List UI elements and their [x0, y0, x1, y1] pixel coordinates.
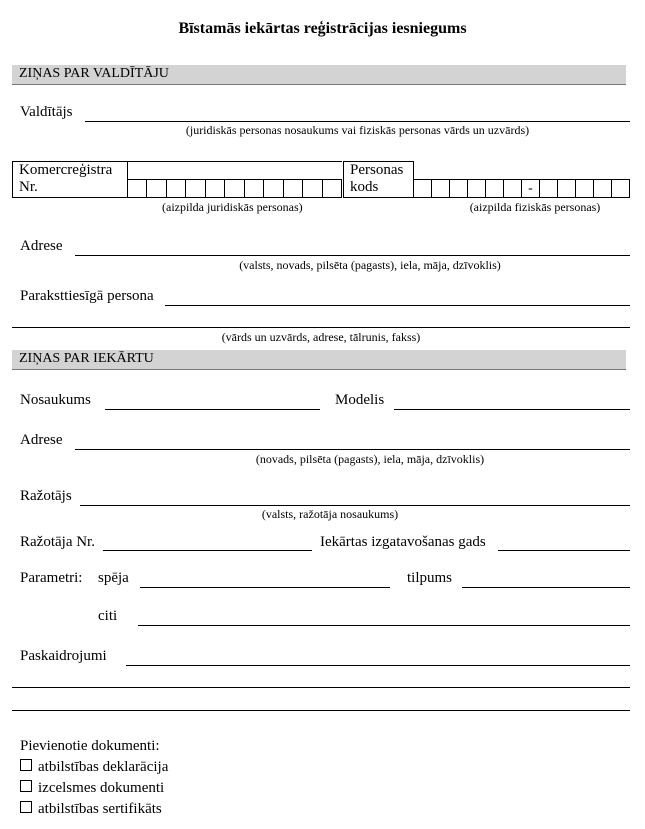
other-params-input-line[interactable] — [138, 625, 630, 626]
equipment-section-heading: ZIŅAS PAR IEKĀRTU — [19, 351, 154, 366]
reg-number-label-line1: Komercreģistra — [19, 162, 113, 178]
reg-number-top-border — [127, 161, 342, 162]
capacity-label: spēja — [98, 570, 129, 586]
manufacturer-hint: (valsts, ražotāja nosaukums) — [261, 507, 399, 521]
owner-address-input-line[interactable] — [75, 255, 630, 256]
reg-number-hint: (aizpilda juridiskās personas) — [162, 200, 303, 214]
owner-address-label: Adrese — [20, 238, 63, 254]
signatory-label: Paraksttiesīgā persona — [20, 288, 154, 304]
document-item-label: atbilstības deklarācija — [38, 759, 169, 775]
person-code-separator: - — [522, 180, 540, 198]
checkbox[interactable] — [20, 780, 32, 792]
parameters-label: Parametri: — [20, 570, 83, 586]
signatory-input-line-2[interactable] — [12, 327, 630, 328]
reg-number-cell[interactable] — [264, 180, 283, 198]
person-code-cell[interactable] — [594, 180, 612, 198]
person-code-cell[interactable] — [468, 180, 486, 198]
volume-label: tilpums — [407, 570, 453, 586]
checkbox[interactable] — [20, 759, 32, 771]
reg-number-cell[interactable] — [186, 180, 205, 198]
reg-number-label-box — [12, 161, 128, 198]
reg-number-cell[interactable] — [244, 180, 263, 198]
manufacturer-label: Ražotājs — [20, 488, 72, 504]
documents-heading: Pievienotie dokumenti: — [20, 738, 160, 754]
notes-input-line-2[interactable] — [12, 687, 630, 688]
person-code-cell[interactable] — [558, 180, 576, 198]
person-code-cell[interactable] — [540, 180, 558, 198]
signatory-input-line[interactable] — [165, 305, 630, 306]
person-code-cell[interactable] — [486, 180, 504, 198]
equipment-name-label: Nosaukums — [20, 392, 91, 408]
person-code-cell[interactable] — [612, 180, 630, 198]
other-params-label: citi — [98, 608, 118, 624]
manufacturer-number-input-line[interactable] — [103, 550, 312, 551]
document-item-label: izcelsmes dokumenti — [38, 780, 165, 796]
equipment-model-label: Modelis — [335, 392, 385, 408]
notes-label: Paskaidrojumi — [20, 648, 107, 664]
person-code-cell[interactable] — [432, 180, 450, 198]
person-code-hint: (aizpilda fiziskās personas) — [469, 200, 601, 214]
reg-number-cell[interactable] — [225, 180, 244, 198]
reg-number-cell[interactable] — [322, 180, 341, 198]
equipment-section-header — [12, 350, 626, 370]
person-code-label-box — [343, 161, 414, 198]
owner-hint: (juridiskās personas nosaukums vai fiziskās personas vārds un uzvārds) — [185, 123, 530, 137]
reg-number-cell[interactable] — [166, 180, 185, 198]
notes-input-line[interactable] — [126, 665, 630, 666]
person-code-label-line2: kods — [350, 179, 379, 195]
document-item[interactable] — [20, 780, 164, 797]
equipment-address-hint: (novads, pilsēta (pagasts), iela, māja, dzīvoklis) — [255, 452, 485, 466]
document-item[interactable] — [20, 759, 168, 776]
manufacturer-input-line[interactable] — [80, 505, 630, 506]
form-title: Bīstamās iekārtas reģistrācijas iesniegums — [178, 20, 467, 37]
person-code-cells[interactable] — [413, 179, 630, 198]
person-code-cell[interactable] — [504, 180, 522, 198]
reg-number-label-line2: Nr. — [19, 179, 38, 195]
owner-input-line[interactable] — [85, 121, 630, 122]
equipment-name-input-line[interactable] — [105, 409, 320, 410]
reg-number-cell[interactable] — [283, 180, 302, 198]
manufacture-year-input-line[interactable] — [498, 550, 630, 551]
manufacture-year-label: Iekārtas izgatavošanas gads — [320, 534, 486, 550]
notes-input-line-3[interactable] — [12, 710, 630, 711]
reg-number-cell[interactable] — [303, 180, 322, 198]
volume-input-line[interactable] — [462, 587, 630, 588]
reg-number-cell[interactable] — [128, 180, 147, 198]
reg-number-cells[interactable] — [127, 179, 342, 198]
person-code-label-line1: Personas — [350, 162, 404, 178]
reg-number-cell[interactable] — [205, 180, 224, 198]
equipment-address-label: Adrese — [20, 432, 63, 448]
reg-number-left-edge — [127, 161, 128, 179]
checkbox[interactable] — [20, 801, 32, 813]
signatory-hint: (vārds un uzvārds, adrese, tālrunis, fakss) — [221, 330, 421, 344]
owner-section-header — [12, 65, 626, 85]
manufacturer-number-label: Ražotāja Nr. — [20, 534, 95, 550]
capacity-input-line[interactable] — [140, 587, 390, 588]
equipment-model-input-line[interactable] — [394, 409, 630, 410]
reg-number-cell[interactable] — [147, 180, 166, 198]
document-item[interactable] — [20, 801, 162, 818]
owner-label: Valdītājs — [20, 104, 73, 120]
owner-address-hint: (valsts, novads, pilsēta (pagasts), iela, māja, dzīvoklis) — [239, 258, 501, 272]
person-code-cell[interactable] — [576, 180, 594, 198]
equipment-address-input-line[interactable] — [75, 449, 630, 450]
document-item-label: atbilstības sertifikāts — [38, 801, 162, 817]
person-code-cell[interactable] — [450, 180, 468, 198]
owner-section-heading: ZIŅAS PAR VALDĪTĀJU — [19, 66, 169, 81]
person-code-cell[interactable] — [414, 180, 432, 198]
